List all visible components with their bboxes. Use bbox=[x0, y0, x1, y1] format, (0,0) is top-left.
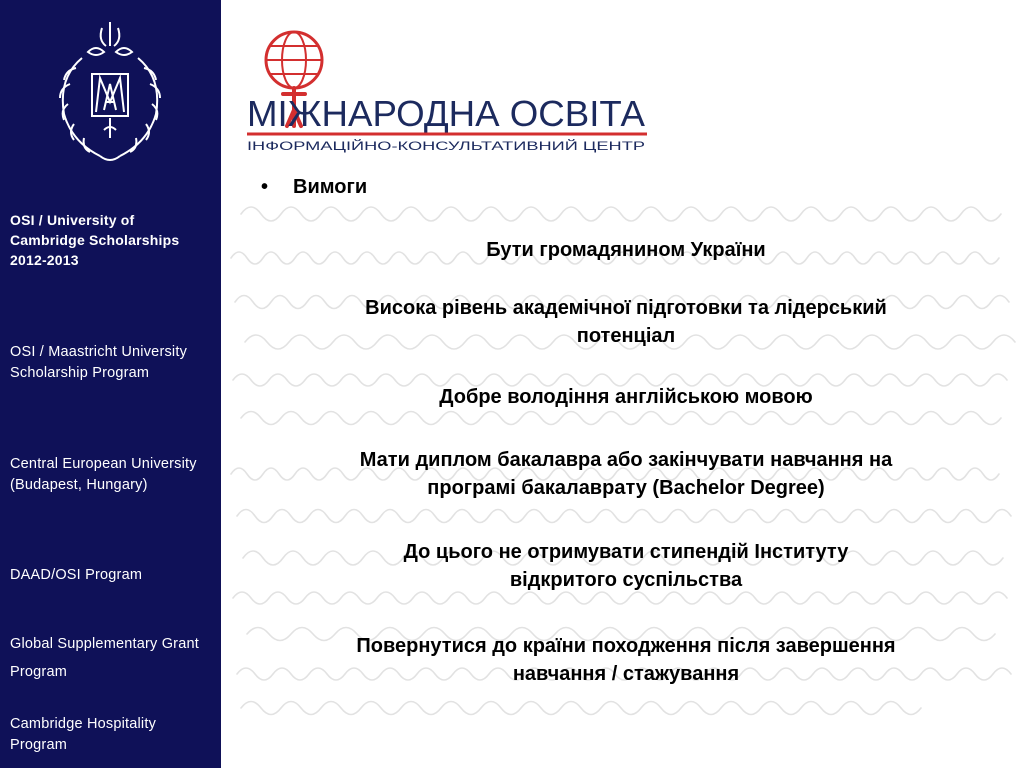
requirement-line: Повернутися до країни походження після завершення bbox=[356, 635, 896, 657]
requirement-item bbox=[241, 632, 1011, 688]
heading-label: Вимоги bbox=[293, 176, 368, 198]
sidebar-item-daad[interactable]: DAAD/OSI Program bbox=[10, 567, 143, 583]
requirement-item bbox=[241, 383, 1011, 411]
university-crest-icon bbox=[52, 18, 168, 168]
requirements-heading bbox=[261, 176, 367, 199]
requirement-item bbox=[241, 446, 1011, 502]
logo-title: МІЖНАРОДНА ОСВІТА bbox=[247, 93, 645, 134]
sidebar-item-maastricht[interactable]: OSI / Maastricht University Scholarship Program bbox=[10, 344, 188, 381]
sidebar-item-cambridge[interactable]: OSI / University of Cambridge Scholarships 2012-2013 bbox=[10, 212, 180, 268]
sidebar-item-ceu[interactable]: Central European University (Budapest, Hungary) bbox=[10, 456, 197, 493]
requirement-item bbox=[241, 294, 1011, 350]
requirement-line: До цього не отримувати стипендій Інституту bbox=[403, 541, 849, 563]
sidebar bbox=[0, 0, 221, 768]
requirement-line: Мати диплом бакалавра або закінчувати навчання на bbox=[359, 449, 893, 471]
requirement-line: Добре володіння англійською мовою bbox=[439, 386, 813, 408]
requirement-item bbox=[241, 538, 1011, 594]
requirement-line: Висока рівень академічної підготовки та лідерський bbox=[365, 297, 887, 319]
requirement-line: Бути громадянином України bbox=[486, 239, 766, 261]
requirement-item bbox=[241, 236, 1011, 264]
requirement-line: потенціал bbox=[576, 325, 676, 347]
sidebar-item-global-grant[interactable]: Global Supplementary Grant Program bbox=[10, 636, 199, 680]
bullet-icon: • bbox=[261, 176, 269, 198]
requirement-line: програмі бакалаврату (Bachelor Degree) bbox=[427, 477, 825, 499]
requirement-line: відкритого суспільства bbox=[509, 569, 743, 591]
sidebar-item-hospitality[interactable]: Cambridge Hospitality Program bbox=[10, 716, 157, 753]
main-content bbox=[221, 0, 1024, 768]
logo-subtitle: ІНФОРМАЦІЙНО-КОНСУЛЬТАТИВНИЙ ЦЕНТР bbox=[247, 139, 510, 153]
requirement-line: навчання / стажування bbox=[512, 663, 740, 685]
mizhnarodna-osvita-logo bbox=[247, 18, 647, 156]
